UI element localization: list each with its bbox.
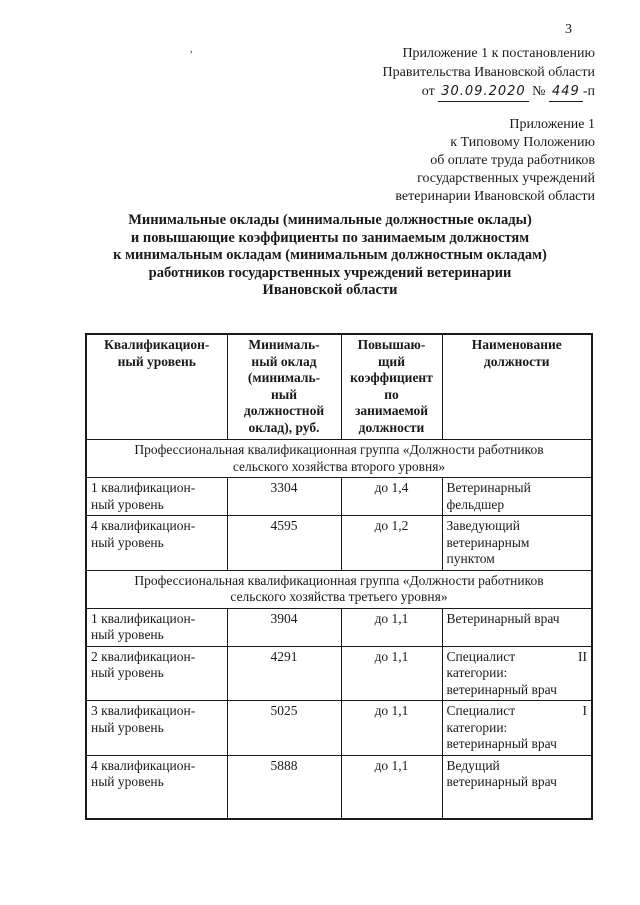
title-line: Ивановской области	[262, 282, 398, 298]
handwritten-date: 30.09.2020	[438, 82, 528, 102]
cell-level: 3 квалификацион- ный уровень	[86, 701, 227, 756]
cell-position: Заведующий ветеринарным пунктом	[442, 516, 592, 571]
table-row	[86, 755, 592, 819]
page-number: 3	[565, 22, 572, 37]
appendix-line: ветеринарии Ивановской области	[395, 189, 595, 204]
appendix-line: к Типовому Положению	[450, 135, 595, 150]
group-title: Профессиональная квалификационная группа «Должности работников сельского хозяйства третьего уровня»	[86, 570, 592, 608]
cell-coefficient: до 1,2	[341, 516, 442, 571]
resolution-appendix-header	[295, 44, 595, 102]
table-row	[86, 701, 592, 756]
cell-coefficient: до 1,1	[341, 755, 442, 819]
table-header-row	[86, 334, 592, 440]
cell-position: Специалист II категории: ветеринарный врач	[442, 646, 592, 701]
group-row-second-level	[86, 440, 592, 478]
header-level: Квалификацион- ный уровень	[86, 334, 227, 440]
cell-position: Ветеринарный врач	[442, 608, 592, 646]
title-line: работников государственных учреждений ветеринарии	[148, 264, 512, 281]
regulation-appendix-header	[295, 116, 595, 206]
cell-level: 4 квалификацион- ный уровень	[86, 516, 227, 571]
appendix-line: Приложение 1	[509, 117, 595, 132]
header-salary: Минималь- ный оклад (минималь- ный должностной оклад), руб.	[227, 334, 341, 440]
table-row	[86, 646, 592, 701]
title-line: и повышающие коэффициенты по занимаемым должностям	[130, 229, 530, 246]
cell-salary: 5025	[227, 701, 341, 756]
cell-position: Специалист I категории: ветеринарный врач	[442, 701, 592, 756]
cell-salary: 3304	[227, 478, 341, 516]
cell-position: Ветеринарный фельдшер	[442, 478, 592, 516]
document-title	[80, 212, 580, 300]
handwritten-number: 449	[549, 82, 583, 102]
group-row-third-level	[86, 570, 592, 608]
appendix-line: государственных учреждений	[417, 171, 595, 186]
cell-level: 1 квалификацион- ный уровень	[86, 478, 227, 516]
header-position: Наименование должности	[442, 334, 592, 440]
paper-speck: ,	[190, 44, 193, 55]
salary-table	[85, 333, 593, 820]
appendix-line: об оплате труда работников	[430, 153, 595, 168]
cell-salary: 4595	[227, 516, 341, 571]
cell-level: 1 квалификацион- ный уровень	[86, 608, 227, 646]
cell-coefficient: до 1,1	[341, 701, 442, 756]
cell-salary: 4291	[227, 646, 341, 701]
appendix-line: Приложение 1 к постановлению	[402, 46, 595, 61]
date-prefix: от	[421, 84, 435, 99]
cell-salary: 3904	[227, 608, 341, 646]
number-sign: №	[532, 84, 546, 99]
resolution-date-number	[295, 82, 595, 102]
cell-coefficient: до 1,4	[341, 478, 442, 516]
cell-salary: 5888	[227, 755, 341, 819]
group-title: Профессиональная квалификационная группа «Должности работников сельского хозяйства второго уровня»	[86, 440, 592, 478]
title-line: Минимальные оклады (минимальные должностные оклады)	[128, 212, 532, 228]
number-suffix: -п	[582, 84, 595, 99]
table-row	[86, 608, 592, 646]
cell-position: Ведущий ветеринарный врач	[442, 755, 592, 819]
cell-coefficient: до 1,1	[341, 608, 442, 646]
title-line: к минимальным окладам (минимальным должностным окладам)	[113, 247, 547, 263]
cell-coefficient: до 1,1	[341, 646, 442, 701]
table-row	[86, 478, 592, 516]
cell-level: 4 квалификацион- ный уровень	[86, 755, 227, 819]
appendix-line: Правительства Ивановской области	[382, 65, 595, 80]
header-coefficient: Повышаю- щий коэффициент по занимаемой должности	[341, 334, 442, 440]
cell-level: 2 квалификацион- ный уровень	[86, 646, 227, 701]
table-row	[86, 516, 592, 571]
